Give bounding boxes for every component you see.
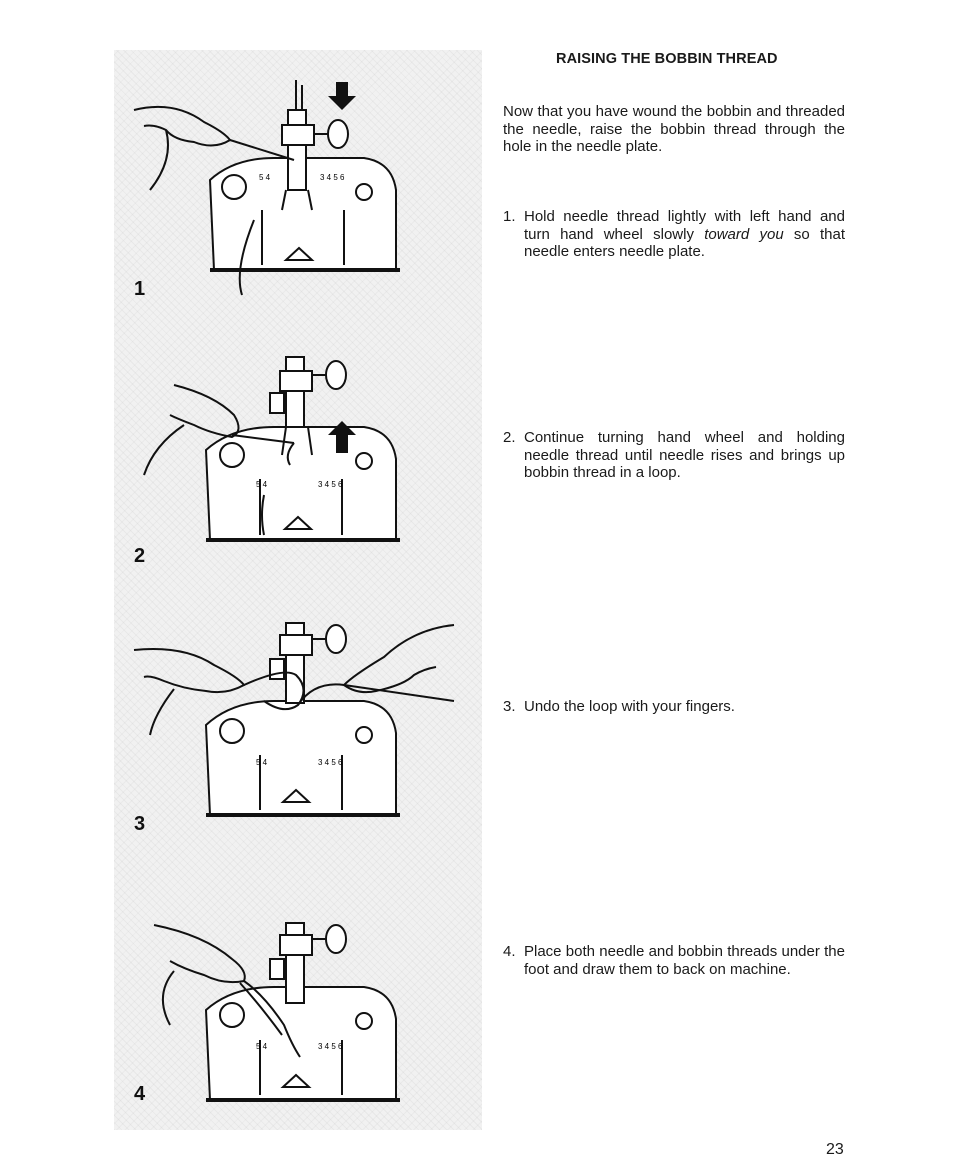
plate-marks-right: 3 4 5 6 — [320, 173, 345, 182]
plate-marks-right: 3 4 5 6 — [318, 758, 343, 767]
step-text: Place both needle and bobbin threads under the foot and draw them to back on machine. — [524, 943, 845, 978]
figure-3 — [114, 605, 482, 845]
step-text: Undo the loop with your fingers. — [524, 698, 735, 715]
step-number: 3. — [503, 698, 516, 715]
step-text: Hold needle thread lightly with left hand and turn hand wheel slowly toward you so that needle enters needle plate. — [524, 208, 846, 260]
plate-marks-left: 5 4 — [256, 1042, 268, 1051]
intro-paragraph: Now that you have wound the bobbin and threaded the needle, raise the bobbin thread through the hole in the needle plate. — [503, 103, 845, 155]
plate-marks-left: 5 4 — [259, 173, 271, 182]
sewing-machine-illustration-2 — [114, 335, 482, 575]
step-number: 1. — [503, 208, 516, 225]
step-number: 2. — [503, 429, 516, 446]
figure-label: 2 — [134, 545, 146, 567]
step-2 — [503, 429, 845, 482]
step-number: 4. — [503, 943, 516, 960]
figure-1 — [114, 70, 482, 310]
down-arrow-icon — [328, 82, 356, 110]
sewing-machine-illustration-4 — [114, 875, 482, 1115]
figure-label: 4 — [134, 1083, 146, 1105]
step-4 — [503, 943, 845, 978]
figure-label: 3 — [134, 813, 146, 835]
plate-marks-right: 3 4 5 6 — [318, 480, 343, 489]
figure-2 — [114, 335, 482, 575]
step-3 — [503, 698, 845, 716]
step-text: Continue turning hand wheel and holding needle thread until needle rises and brings up bobbin thread in a loop. — [524, 429, 845, 481]
step-emphasis: toward you — [704, 225, 784, 243]
section-title: RAISING THE BOBBIN THREAD — [556, 51, 778, 67]
figure-4 — [114, 875, 482, 1115]
plate-marks-right: 3 4 5 6 — [318, 1042, 343, 1051]
figure-label: 1 — [134, 278, 146, 300]
illustration-panel — [114, 50, 482, 1130]
plate-marks-left: 5 4 — [256, 758, 268, 767]
sewing-machine-illustration-3 — [114, 605, 482, 845]
plate-marks-left: 5 4 — [256, 480, 268, 489]
step-1 — [503, 208, 845, 261]
page-number: 23 — [826, 1141, 844, 1158]
sewing-machine-illustration-1 — [114, 70, 482, 310]
